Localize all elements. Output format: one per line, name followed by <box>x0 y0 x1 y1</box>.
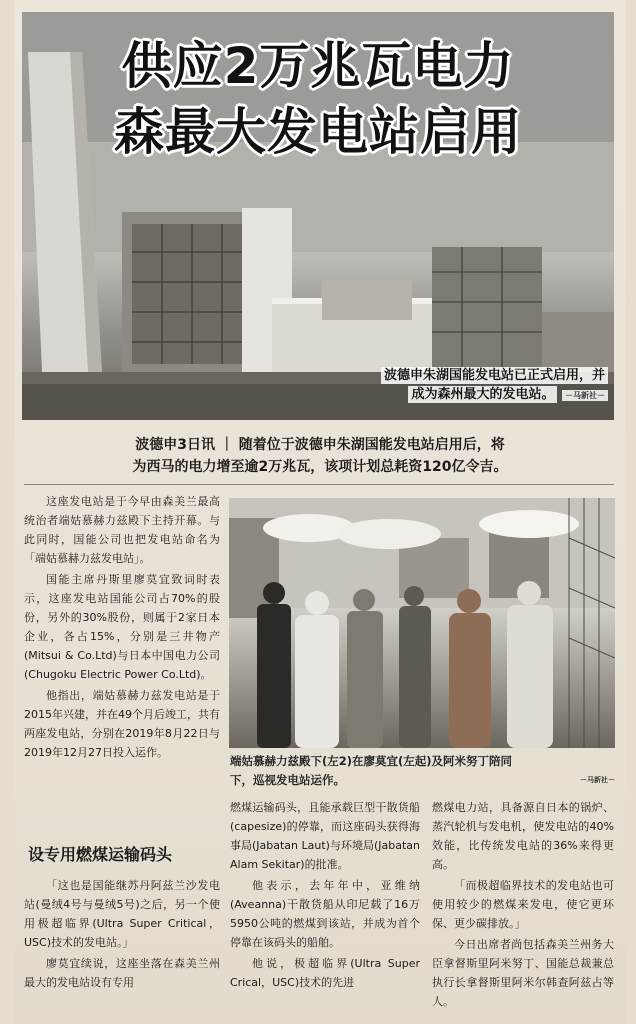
paragraph: 他指出，端姑慕赫力兹发电站是于2015年兴建，并在49个月后竣工，共有两座发电站，分别在2019年8月22日与2019年12月27日投入运作。 <box>24 689 220 759</box>
article-column-1b <box>24 876 220 994</box>
inspection-photo <box>229 498 615 748</box>
paragraph: 「这也是国能继苏丹阿兹兰沙发电站(曼绒4号与曼绒5号)之后，另一个使用极超临界(Ultra Super Critical，USC)技术的发电站。」 <box>24 879 220 949</box>
dateline: 波德申3日讯 <box>135 437 215 453</box>
inspection-caption-line-2: 下，巡视发电站运作。 <box>230 773 345 787</box>
lede-separator: ｜ <box>219 437 239 453</box>
photo-caption-line-1: 波德申朱湖国能发电站已正式启用，并 <box>381 367 608 384</box>
paragraph: 「而极超临界技术的发电站也可使用较少的燃煤来发电，使它更环保、更少碳排放。」 <box>432 879 614 930</box>
paragraph: 廖莫宜续说，这座坐落在森美兰州最大的发电站设有专用 <box>24 957 220 989</box>
photo-caption-line-2: 成为森州最大的发电站。 <box>408 386 557 403</box>
article-column-2 <box>230 798 420 994</box>
paragraph: 国能主席丹斯里廖莫宜致词时表示，这座发电站国能公司占70%的股份，另外的30%股份，则属于2家日本企业，各占15%，分别是三井物产(Mitsui & Co.Ltd)与日本中国电力公司(Chugoku Electric Power Co.Ltd)。 <box>24 573 220 681</box>
paragraph: 他表示，去年年中，亚维纳(Aveanna)干散货船从印尼载了16万5950公吨的燃煤到该站，并成为首个停靠在该码头的船舶。 <box>230 879 420 949</box>
power-plant-photo <box>22 12 614 420</box>
headline-line-1: 供应2万兆瓦电力 <box>121 37 515 95</box>
inspection-illustration <box>229 498 615 748</box>
paragraph: 他说，极超临界(Ultra Super Crical，USC)技术的先进 <box>230 957 420 989</box>
paragraph: 燃煤电力站，具备源自日本的锅炉、蒸汽轮机与发电机，使发电站的40%效能，比传统发电站的36%来得更高。 <box>432 801 614 871</box>
inspection-photo-credit: －马新社－ <box>580 776 615 784</box>
photo-caption-top <box>318 366 608 405</box>
lede-text-line-2: 为西马的电力增至逾2万兆瓦，该项计划总耗资120亿令吉。 <box>132 459 508 475</box>
section-divider <box>24 484 614 485</box>
paragraph: 燃煤运输码头，且能承载巨型干散货船(capesize)的停靠，而这座码头获得海事局(Jabatan Laut)与环境局(Jabatan Alam Sekitar)的批准。 <box>230 801 420 871</box>
article-column-1 <box>24 492 220 764</box>
article-lede <box>60 434 580 478</box>
photo-credit: －马新社－ <box>562 390 608 401</box>
subheading: 设专用燃煤运输码头 <box>28 845 173 864</box>
inspection-caption <box>230 752 615 790</box>
inspection-caption-line-1: 端姑慕赫力兹殿下(左2)在廖莫宜(左起)及阿米努丁陪同 <box>230 754 513 768</box>
lede-text-line-1: 随着位于波德申朱湖国能发电站启用后，将 <box>238 437 505 453</box>
headline-line-2: 森最大发电站启用 <box>114 103 522 161</box>
paragraph: 这座发电站是于今早由森美兰最高统治者端姑慕赫力兹殿下主持开幕。与此同时，国能公司也把发电站命名为「端姑慕赫力兹发电站」。 <box>24 495 220 565</box>
article-column-3 <box>432 798 614 1013</box>
paragraph: 今日出席者尚包括森美兰州务大臣拿督斯里阿米努丁、国能总裁兼总执行长拿督斯里阿米尔韩查阿兹占等人。 <box>432 938 614 1008</box>
